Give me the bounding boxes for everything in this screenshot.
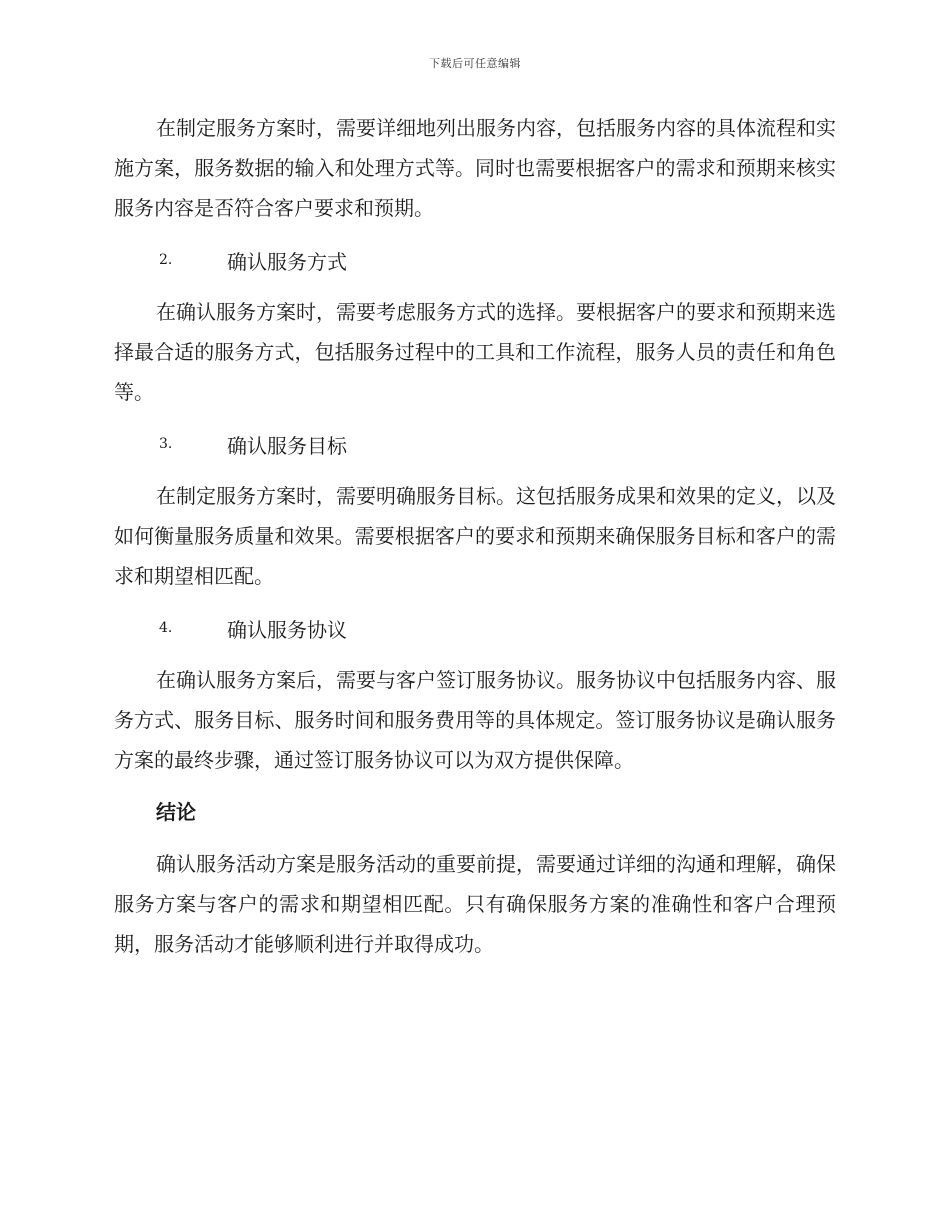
paragraph-service-agreement: 在确认服务方案后，需要与客户签订服务协议。服务协议中包括服务内容、服务方式、服务目标、服务时间和服务费用等的具体规定。签订服务协议是确认服务方案的最终步骤，通过签订服务协议可以为双方提供保障。	[114, 668, 836, 772]
header-note: 下载后可任意编辑	[429, 57, 521, 70]
paragraph-conclusion: 确认服务活动方案是服务活动的重要前提，需要通过详细的沟通和理解，确保服务方案与客户的需求和期望相匹配。只有确保服务方案的准确性和客户合理预期，服务活动才能够顺利进行并取得成功。	[114, 852, 836, 956]
list-item-number: 4.	[159, 620, 173, 636]
list-item-service-goal	[114, 424, 836, 464]
list-item-title: 确认服务方式	[227, 249, 347, 274]
list-item-title: 确认服务目标	[227, 433, 347, 458]
paragraph-service-method: 在确认服务方案时，需要考虑服务方式的选择。要根据客户的要求和预期来选择最合适的服务方式，包括服务过程中的工具和工作流程，服务人员的责任和角色等。	[114, 300, 836, 404]
paragraph-service-goal: 在制定服务方案时，需要明确服务目标。这包括服务成果和效果的定义，以及如何衡量服务质量和效果。需要根据客户的要求和预期来确保服务目标和客户的需求和期望相匹配。	[114, 484, 836, 588]
list-item-number: 2.	[159, 252, 173, 268]
list-item-service-agreement	[114, 608, 836, 648]
paragraph-service-content: 在制定服务方案时，需要详细地列出服务内容，包括服务内容的具体流程和实施方案，服务数据的输入和处理方式等。同时也需要根据客户的需求和预期来核实服务内容是否符合客户要求和预期。	[114, 116, 836, 220]
list-item-number: 3.	[159, 436, 173, 452]
conclusion-heading: 结论	[156, 800, 196, 824]
list-item-title: 确认服务协议	[227, 617, 347, 642]
document-body	[114, 108, 836, 976]
list-item-service-method	[114, 240, 836, 280]
